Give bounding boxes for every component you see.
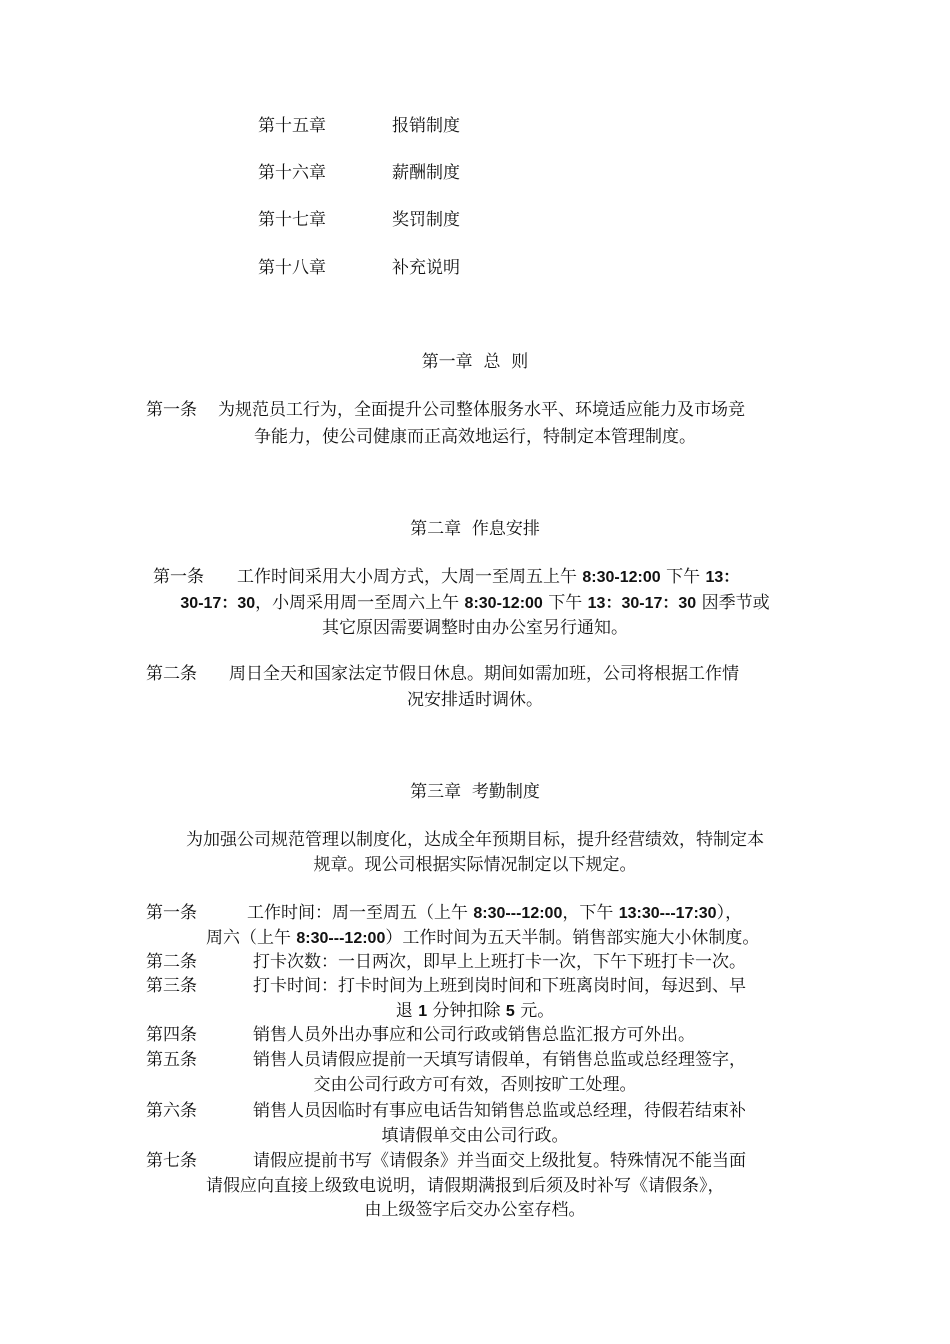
article-text: 销售人员因临时有事应电话告知销售总监或总经理，待假若结束补	[253, 1101, 746, 1121]
article-text: 为规范员工行为，全面提升公司整体服务水平、环境适应能力及市场竞	[218, 400, 745, 420]
toc-chapter-number: 第十八章	[258, 258, 326, 278]
toc-row	[258, 161, 460, 185]
article-label: 第四条	[146, 1025, 197, 1045]
toc-chapter-number: 第十七章	[258, 210, 326, 230]
toc-chapter-title: 补充说明	[392, 258, 460, 278]
article-text: 由上级签字后交办公室存档。	[364, 1200, 586, 1220]
toc-chapter-title: 奖罚制度	[392, 210, 460, 230]
article-label: 第六条	[146, 1101, 197, 1121]
article-text: 周日全天和国家法定节假日休息。期间如需加班，公司将根据工作情	[229, 664, 739, 684]
toc-chapter-number: 第十六章	[258, 163, 326, 183]
article-text: 销售人员外出办事应和公司行政或销售总监汇报方可外出。	[253, 1025, 695, 1045]
article-text: 工作时间采用大小周方式，大周一至周五上午 8:30-12:00 下午 13：	[237, 567, 740, 587]
article-text: 打卡时间：打卡时间为上班到岗时间和下班离岗时间，每迟到、早	[253, 976, 746, 996]
article-text: 工作时间：周一至周五（上午 8:30---12:00，下午 13:30---17:30），	[247, 903, 743, 923]
article-text: 请假应向直接上级致电说明，请假期满报到后须及时补写《请假条》，	[206, 1176, 725, 1196]
article-label: 第一条	[153, 567, 204, 587]
chapter-heading: 第三章 考勤制度	[410, 782, 540, 802]
article-text: 其它原因需要调整时由办公室另行通知。	[322, 618, 628, 638]
article-text: 填请假单交由公司行政。	[381, 1126, 569, 1146]
article-label: 第三条	[146, 976, 197, 996]
intro-text: 为加强公司规范管理以制度化，达成全年预期目标，提升经营绩效，特制定本	[186, 830, 764, 850]
toc-chapter-title: 报销制度	[392, 116, 460, 136]
article-label: 第五条	[146, 1050, 197, 1070]
article-text: 周六（上午 8:30---12:00）工作时间为五天半制。销售部实施大小休制度。	[206, 928, 760, 948]
toc-row	[258, 114, 460, 138]
article-label: 第二条	[146, 952, 197, 972]
article-text: 销售人员请假应提前一天填写请假单，有销售总监或总经理签字，	[253, 1050, 746, 1070]
chapter-heading: 第二章 作息安排	[410, 519, 540, 539]
article-text: 打卡次数：一日两次，即早上上班打卡一次，下午下班打卡一次。	[253, 952, 746, 972]
toc-row	[258, 256, 460, 280]
article-text: 争能力，使公司健康而正高效地运行，特制定本管理制度。	[254, 427, 696, 447]
article-label: 第七条	[146, 1151, 197, 1171]
article-text: 交由公司行政方可有效，否则按旷工处理。	[313, 1075, 637, 1095]
toc-chapter-title: 薪酬制度	[392, 163, 460, 183]
article-text: 30-17：30，小周采用周一至周六上午 8:30-12:00 下午 13：30-17：30 因季节或	[180, 593, 770, 613]
article-text: 况安排适时调休。	[407, 690, 543, 710]
article-text: 请假应提前书写《请假条》并当面交上级批复。特殊情况不能当面	[253, 1151, 746, 1171]
toc-chapter-number: 第十五章	[258, 116, 326, 136]
toc-row	[258, 208, 460, 232]
article-text: 退 1 分钟扣除 5 元。	[395, 1001, 555, 1021]
article-label: 第一条	[146, 903, 197, 923]
article-label: 第二条	[146, 664, 197, 684]
article-label: 第一条	[146, 400, 197, 420]
intro-text: 规章。现公司根据实际情况制定以下规定。	[313, 855, 637, 875]
chapter-heading: 第一章 总 则	[421, 352, 529, 372]
